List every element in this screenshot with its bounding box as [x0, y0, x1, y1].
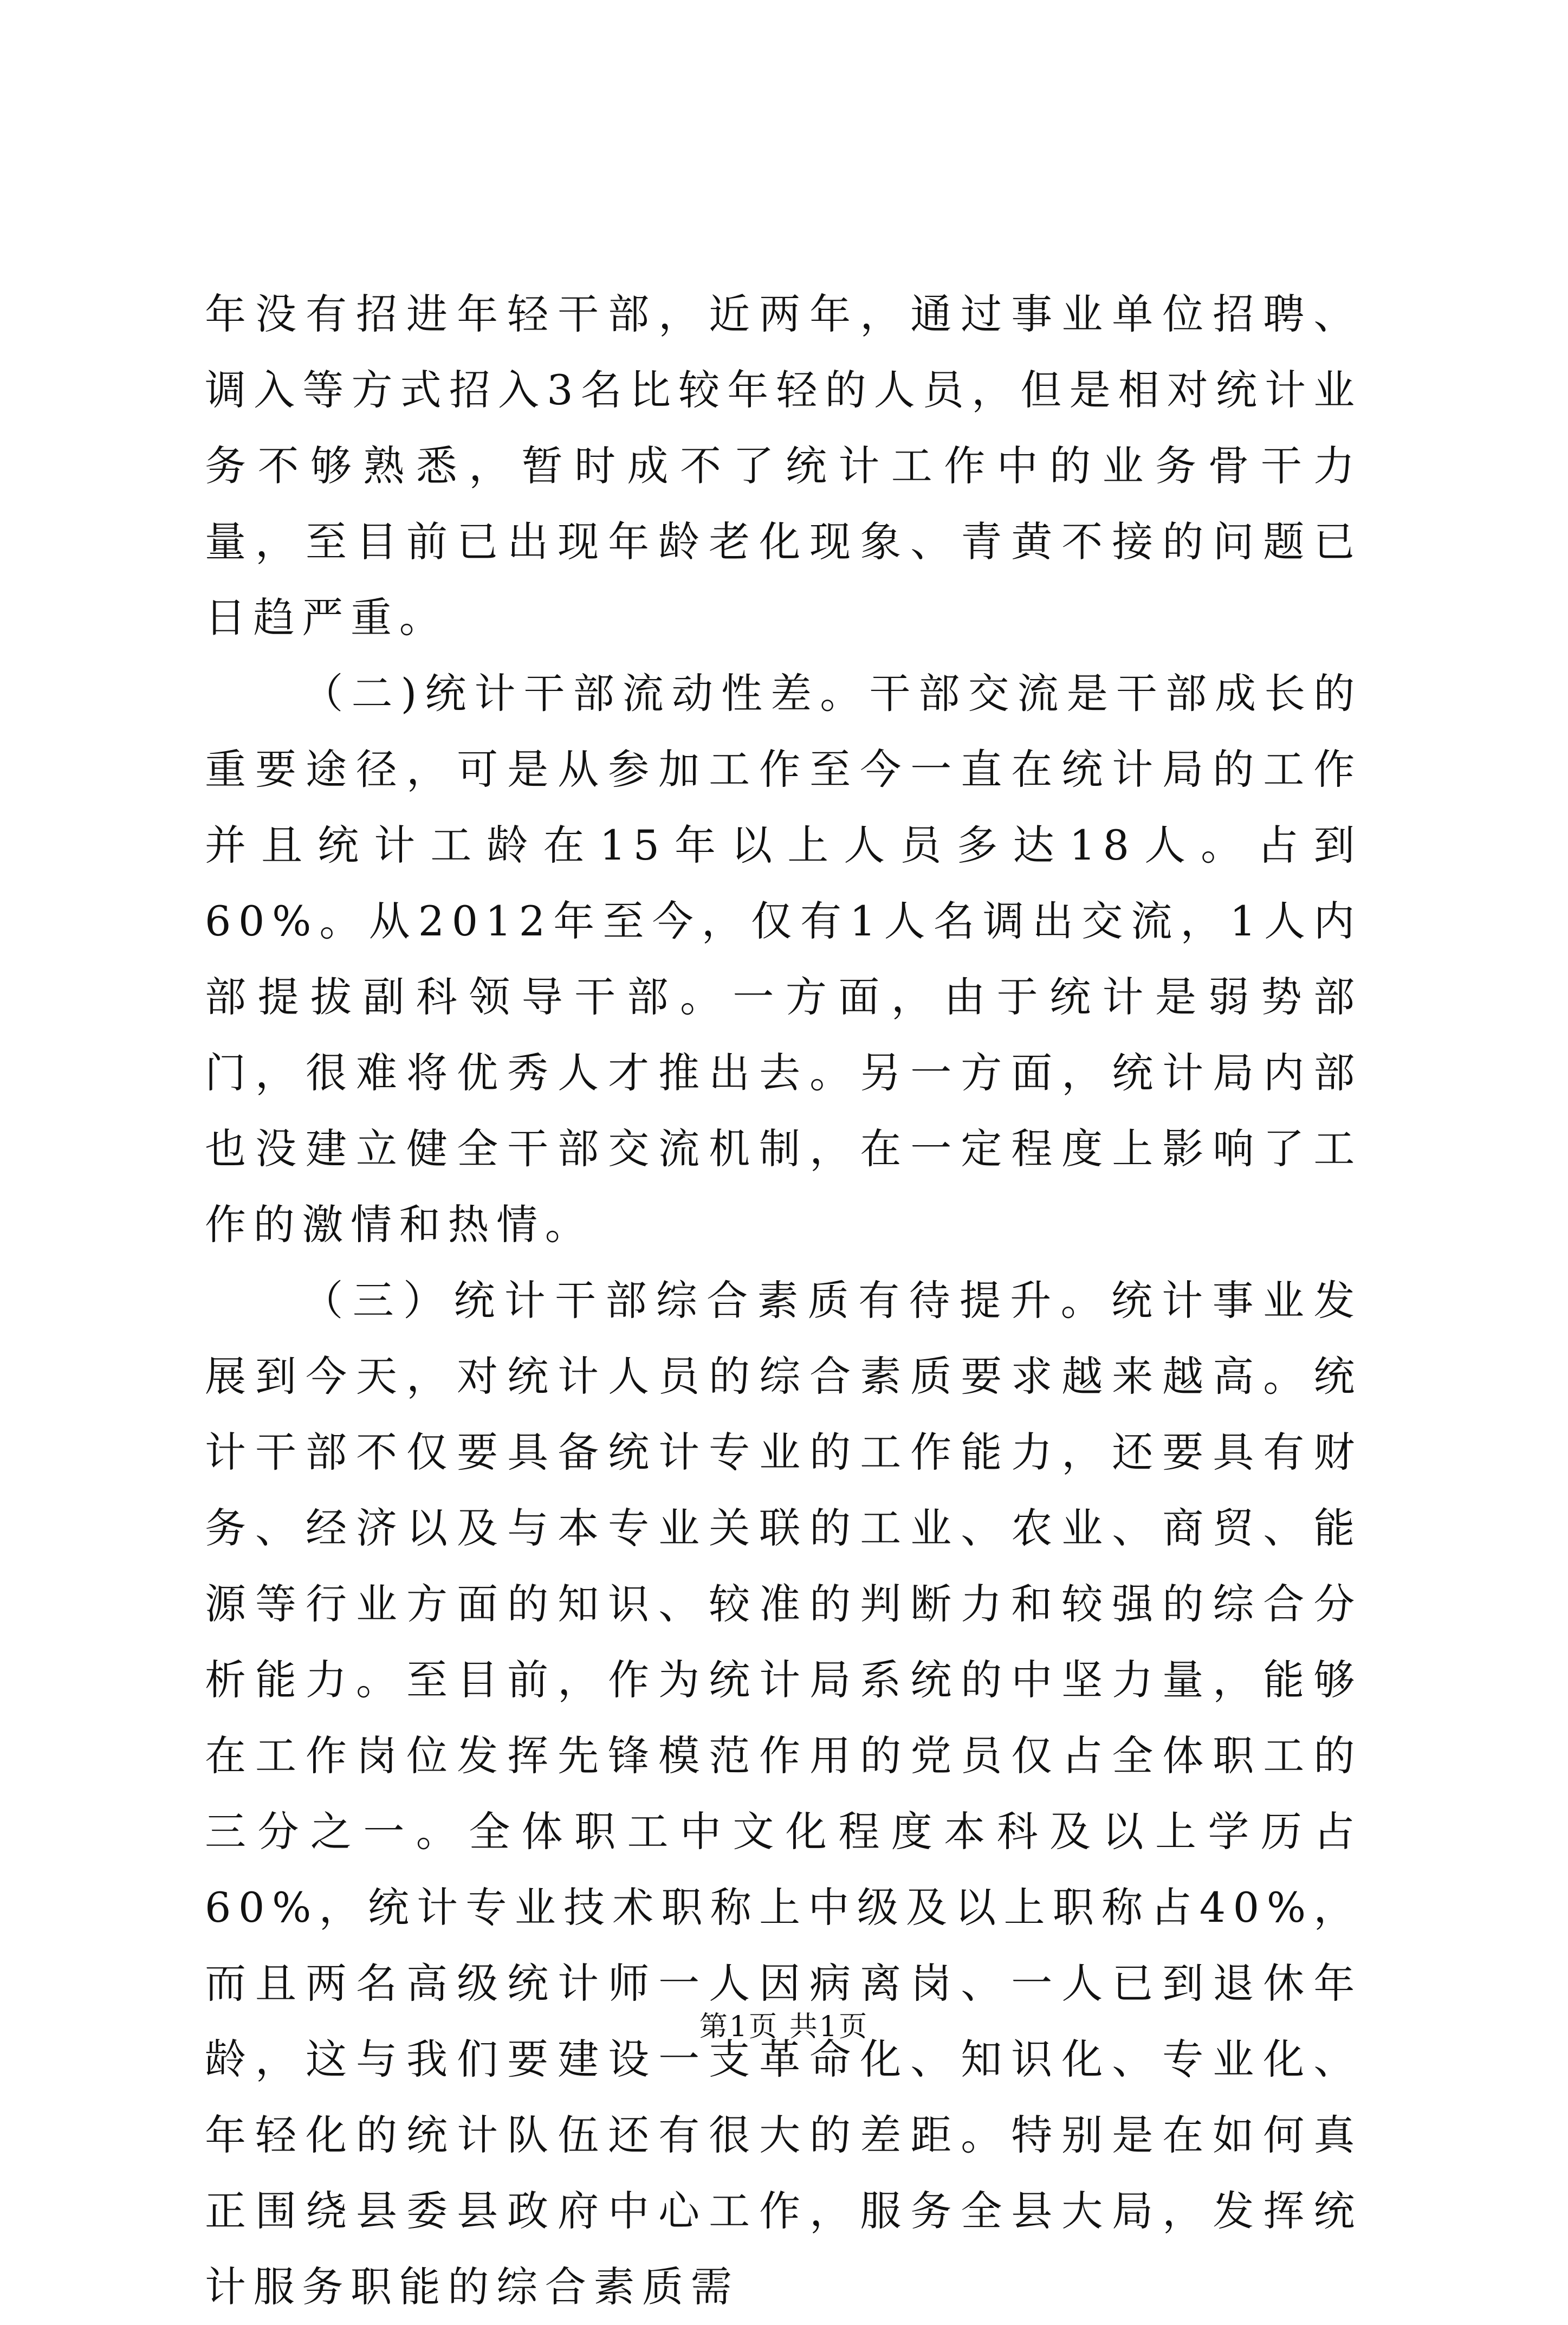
paragraph-2: （二)统计干部流动性差。干部交流是干部成长的重要途径，可是从参加工作至今一直在统计局的工作并且统计工龄在15年以上人员多达18人。占到60%。从2012年至今，仅有1人名调出交流，1人内部提拔副科领导干部。一方面，由于统计是弱势部门，很难将优秀人才推出去。另一方面，统计局内部也没建立健全干部交流机制，在一定程度上影响了工作的激情和热情。: [205, 669, 1362, 1249]
page-footer: [0, 2008, 1568, 2046]
paragraph-1: 年没有招进年轻干部，近两年，通过事业单位招聘、调入等方式招入3名比较年轻的人员，但是相对统计业务不够熟悉，暂时成不了统计工作中的业务骨干力量，至目前已出现年龄老化现象、青黄不接的问题已日趋严重。: [205, 290, 1362, 642]
paragraph-3: （三）统计干部综合素质有待提升。统计事业发展到今天，对统计人员的综合素质要求越来越高。统计干部不仅要具备统计专业的工作能力，还要具有财务、经济以及与本专业关联的工业、农业、商贸、能源等行业方面的知识、较准的判断力和较强的综合分析能力。至目前，作为统计局系统的中坚力量，能够在工作岗位发挥先锋模范作用的党员仅占全体职工的三分之一。全体职工中文化程度本科及以上学历占60%，统计专业技术职称上中级及以上职称占40%，而且两名高级统计师一人因病离岗、一人已到退休年龄，这与我们要建设一支革命化、知识化、专业化、年轻化的统计队伍还有很大的差距。特别是在如何真正围绕县委县政府中心工作，服务全县大局，发挥统计服务职能的综合素质需: [205, 1276, 1362, 2311]
page-number: 第1页 共1页: [699, 2011, 869, 2043]
